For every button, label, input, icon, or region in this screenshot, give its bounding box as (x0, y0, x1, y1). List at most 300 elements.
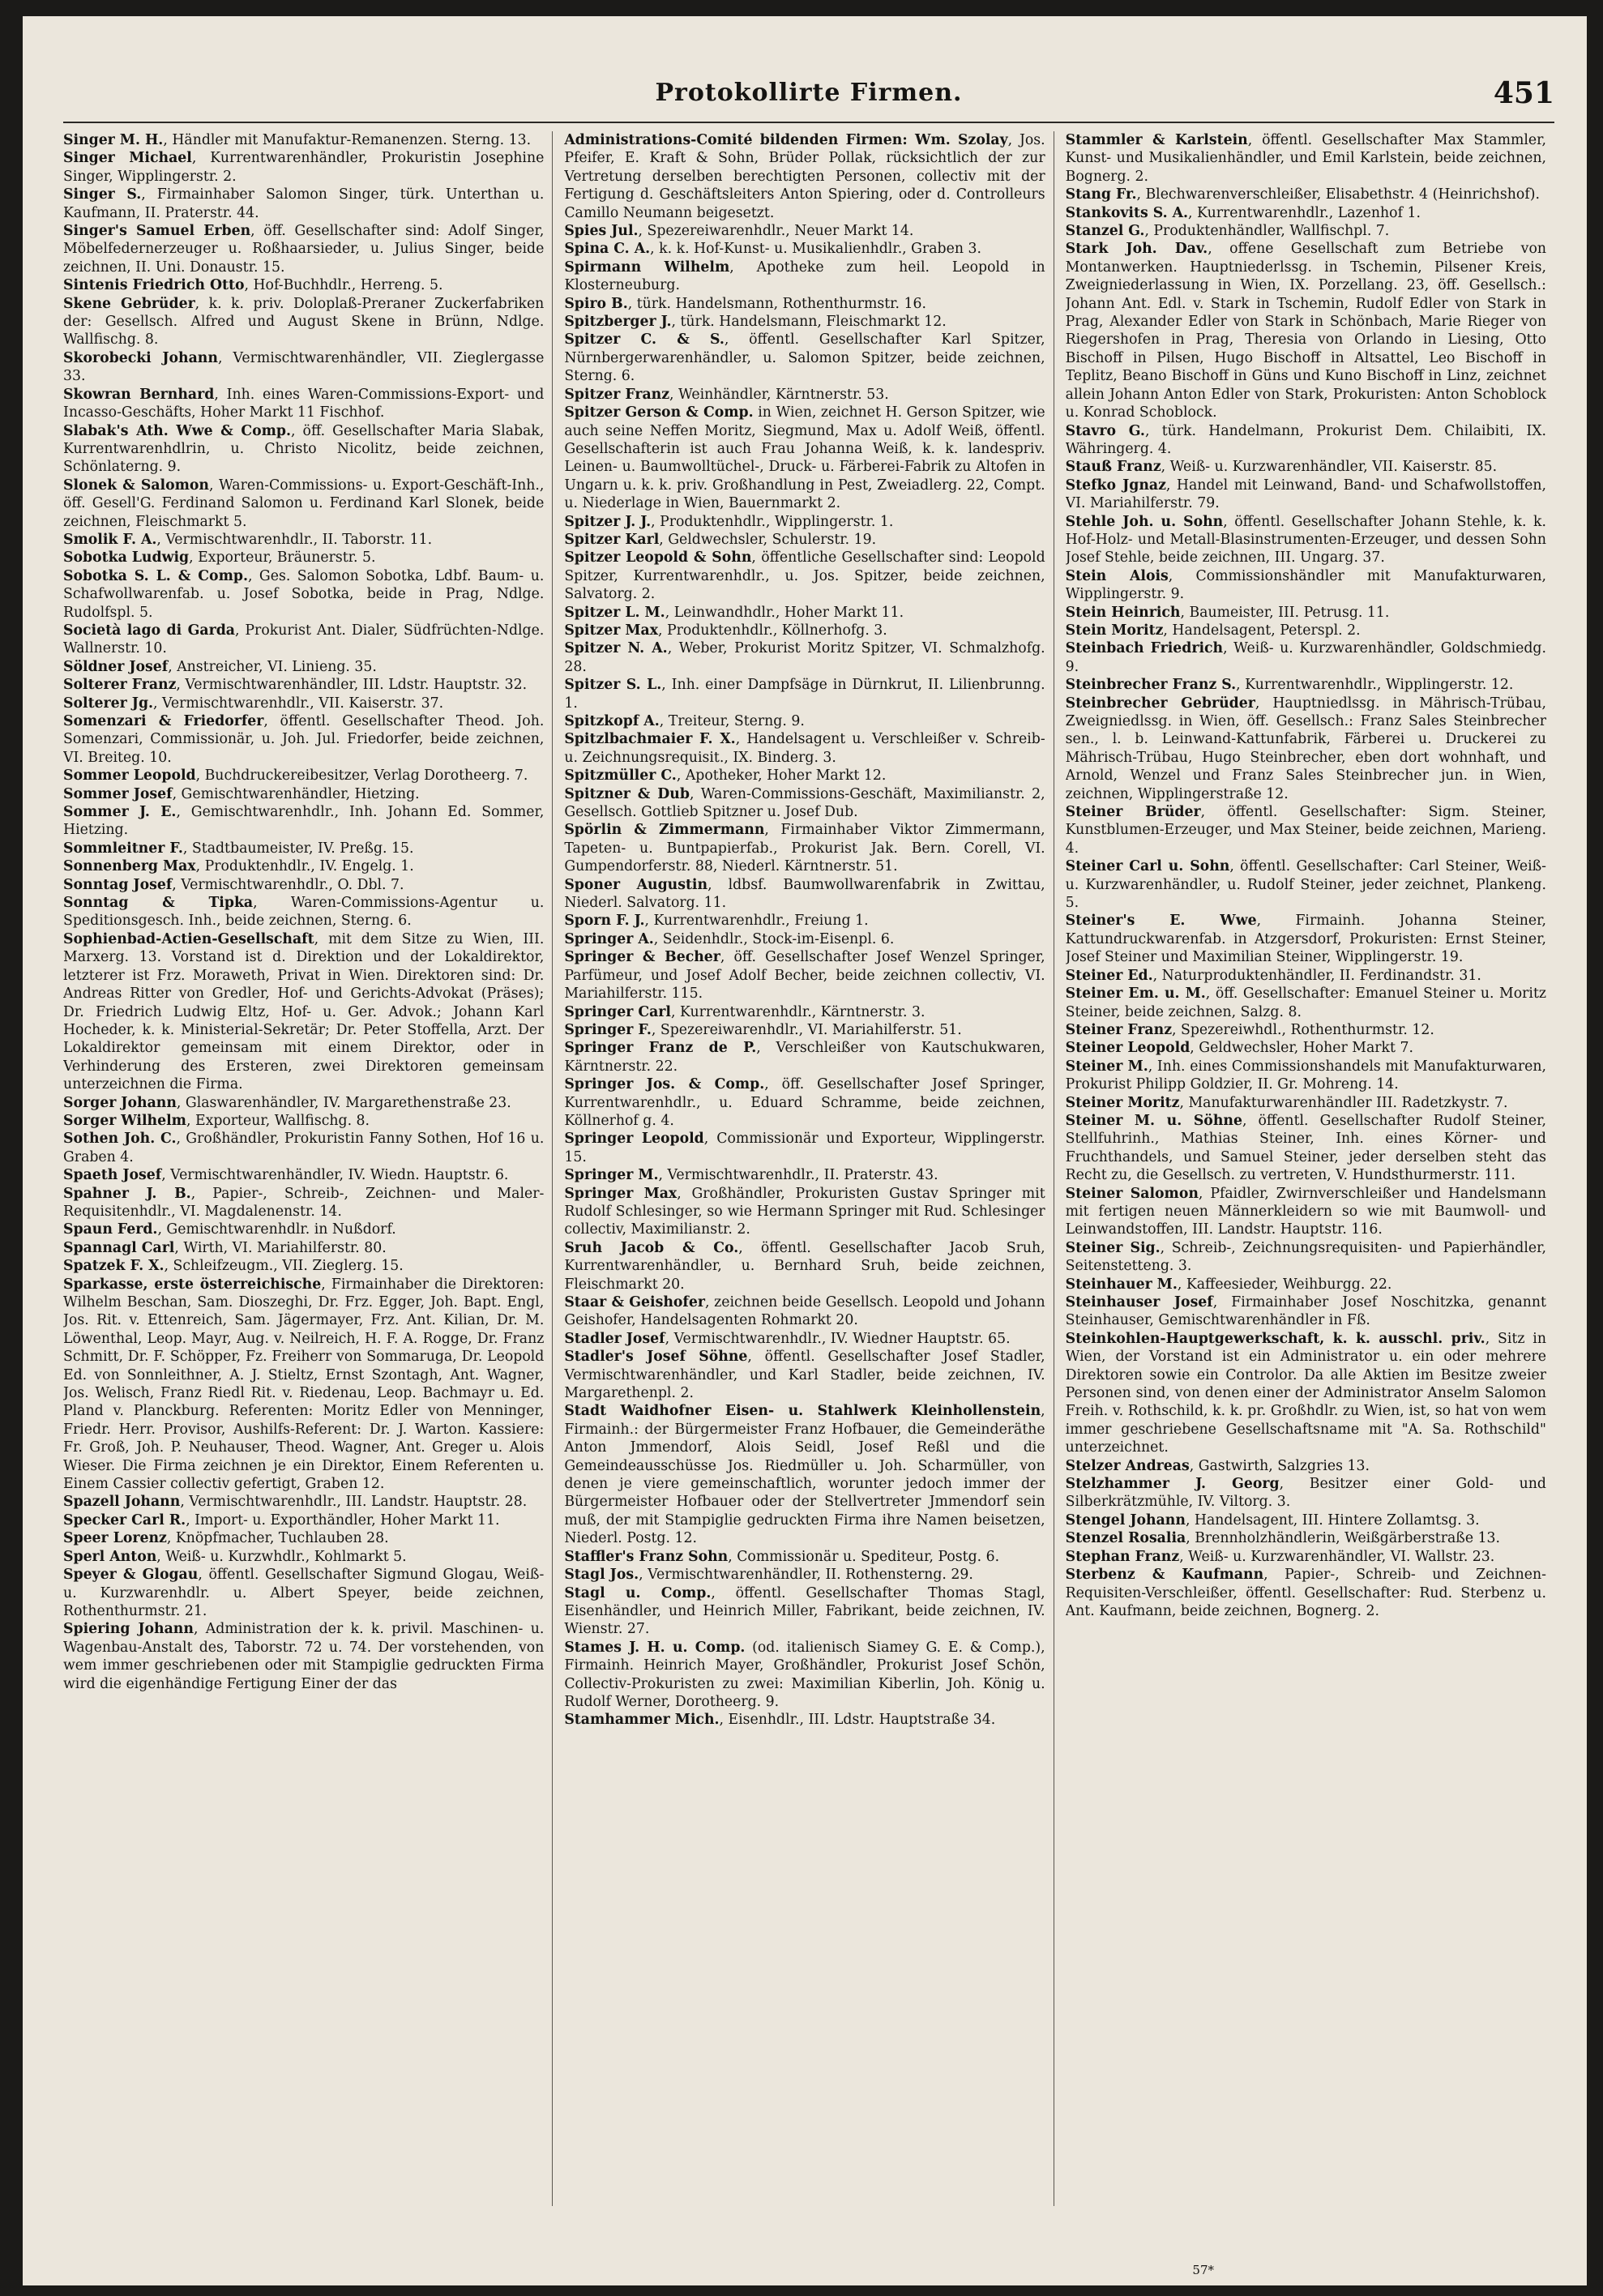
firm-name: Spina C. A. (564, 241, 651, 258)
firm-details: , Sitz in Wien, der Vorstand ist ein Administrator u. ein oder mehrere Direktoren sowie ein Controlor. Da alle Aktien im Besitze zweier Personen sind, von denen einer der Administrator Anselm Salomon Freih. v. Rothschild, k. k. pr. Großhdlr. zu Wien, ist, so hat von wem immer geschriebene Gesellschaftsname mit "A. Sa. Rothschild" unterzeichnet. (1065, 1330, 1546, 1456)
firm-name: Stadler Josef (564, 1330, 665, 1347)
firm-details: , öffentl. Gesellschafter Sigmund Glogau, Weiß- u. Kurzwarenhdlr. u. Albert Speyer, beide zeichnen, Rothenthurmstr. 21. (63, 1567, 545, 1619)
firm-entry (564, 1166, 1045, 1184)
firm-name: Steiner Brüder (1065, 804, 1201, 821)
firm-name: Slabak's Ath. Wwe & Comp. (63, 422, 292, 439)
firm-details: , Seidenhdlr., Stock-im-Eisenpl. 6. (653, 930, 895, 947)
firm-name: Springer M. (564, 1167, 659, 1184)
firm-entry (63, 386, 544, 422)
firm-name: Springer F. (564, 1021, 652, 1038)
firm-details: , Kurrentwarenhdlr., Kärntnerstr. 3. (670, 1003, 925, 1020)
firm-entry (63, 785, 544, 803)
firm-details: , k. k. priv. Doloplaß-Preraner Zuckerfabriken der: Gesellsch. Alfred und August Skene in Brünn, Ndlge. Wallfischg. 8. (63, 295, 545, 348)
firm-name: Specker Carl R. (63, 1511, 186, 1529)
firm-entry (1066, 240, 1546, 421)
firm-name: Steiner Carl u. Sohn (1065, 858, 1230, 875)
firm-details: , Geldwechsler, Hoher Markt 7. (1190, 1040, 1413, 1057)
firm-name: Spitzkopf A. (564, 713, 660, 729)
firm-details: , Firmainhaber Josef Noschitzka, genannt Steinhauser, Gemischtwarenhändler in Fß. (1065, 1294, 1546, 1329)
firm-entry (564, 1711, 1045, 1729)
firm-name: Skene Gebrüder (63, 295, 195, 312)
firm-entry (564, 313, 1045, 331)
firm-name: Singer's Samuel Erben (63, 223, 251, 240)
firm-name: Spitzlbachmaier F. X. (564, 731, 736, 748)
firm-entry (564, 295, 1045, 313)
firm-details: , Handelsagent, Peterspl. 2. (1163, 622, 1361, 639)
firm-entry (1066, 857, 1546, 912)
firm-name: Stagl u. Comp. (564, 1584, 712, 1601)
page-title: Protokollirte Firmen. (655, 79, 963, 107)
firm-entry (63, 1493, 544, 1511)
firm-details: , Weiß- u. Kurzwhdlr., Kohlmarkt 5. (156, 1548, 407, 1565)
firm-name: Spies Jul. (564, 223, 639, 240)
firm-entry (63, 1257, 544, 1275)
firm-entry (1066, 513, 1546, 567)
firm-entry (63, 1239, 544, 1257)
firm-name: Steiner Moritz (1065, 1094, 1180, 1111)
firm-details: , öffentl. Gesellschafter Johann Stehle, k. k. Hof-Holz- und Metall-Blasinstrumenten-Erzeuger, und dessen Sohn Josef Stehle, beide zeichnen, III. Ungarg. 37. (1065, 513, 1546, 567)
column-middle (564, 131, 1054, 2206)
firm-entry (1066, 1039, 1546, 1057)
firm-details: , Brennholzhändlerin, Weißgärberstraße 13. (1186, 1530, 1501, 1547)
firm-name: Stammler & Karlstein (1065, 132, 1248, 148)
firm-entry (564, 639, 1045, 676)
firm-name: Singer M. H. (63, 132, 164, 148)
firm-details: , Import- u. Exporthändler, Hoher Markt 11. (186, 1511, 500, 1529)
firm-name: Stenzel Rosalia (1065, 1530, 1186, 1547)
firm-entry (564, 876, 1045, 913)
firm-entry (1066, 803, 1546, 857)
firm-name: Stengel Johann (1065, 1511, 1186, 1529)
firm-name: Spaeth Josef (63, 1167, 162, 1184)
firm-details: , Gemischtwarenhdlr., Inh. Johann Ed. Sommer, Hietzing. (63, 804, 545, 839)
firm-entry (1066, 1566, 1546, 1620)
firm-name: Steiner Franz (1065, 1021, 1173, 1038)
firm-name: Steinhauser Josef (1065, 1294, 1213, 1310)
firm-entry (564, 1330, 1045, 1348)
firm-details: , Weiß- u. Kurzwarenhändler, VI. Wallstr. 23. (1179, 1548, 1495, 1565)
firm-entry (1066, 1112, 1546, 1185)
firm-details: , Manufakturwarenhändler III. Radetzkystr. 7. (1179, 1094, 1508, 1111)
firm-name: Spitzer N. A. (564, 640, 668, 657)
firm-entry (1066, 622, 1546, 639)
firm-entry (564, 730, 1045, 767)
firm-details: , ldbsf. Baumwollwarenfabrik in Zwittau, Niederl. Salvatorg. 11. (564, 876, 1045, 912)
firm-details: , Stadtbaumeister, IV. Preßg. 15. (182, 840, 414, 857)
firm-entry (564, 240, 1045, 258)
firm-name: Steinbrecher Gebrüder (1065, 695, 1255, 712)
firm-name: Springer & Becher (564, 949, 720, 966)
firm-details: , Vermischtwarenhdlr., O. Dbl. 7. (172, 876, 404, 893)
firm-name: Speyer & Glogau (63, 1567, 199, 1584)
firm-details: , öffentliche Gesellschafter sind: Leopold Spitzer, Kurrentwarenhdlr., u. Jos. Spitzer, beide zeichnen, Salvatorg. 2. (564, 549, 1045, 603)
firm-details: , Spezereiwhdl., Rothenthurmstr. 12. (1172, 1021, 1434, 1038)
firm-details: , Wirth, VI. Mariahilferstr. 80. (174, 1239, 387, 1256)
firm-name: Stadler's Josef Söhne (564, 1349, 748, 1366)
firm-details: , Buchdruckereibesitzer, Verlag Dorotheerg. 7. (195, 767, 528, 785)
firm-details: , öffentl. Gesellschafter Jacob Sruh, Kurrentwarenhändler, u. Bernhard Sruh, beide zeichnen, Fleischmarkt 20. (564, 1239, 1045, 1293)
firm-details: , Firmainhaber die Direktoren: Wilhelm Beschan, Sam. Dioszeghi, Dr. Frz. Egger, Joh. Bapt. Engl, Jos. Rit. v. Ettenreich, Sam. Jägermayer, Frz. Ant. Kilian, Dr. M. Löwenthal, Leop. Mayr, Aug. v. Neilreich, H. F. A. Rogge, Dr. Franz Schmitt, Dr. F. Schöpper, Fz. Freiherr von Sommaruga, Dr. Leopold Ed. von Sonnleithner, A. J. Stieltz, Ernst Szontagh, Ant. Wagner, Jos. Welisch, Franz Riedl Rit. v. Riedenau, Leop. Bachmayr u. Ed. Pland v. Planckburg. Referenten: Moritz Edler von Menninger, Friedr. Herr. Provisor, Aushilfs-Referent: Dr. J. Warton. Kassiere: Fr. Groß, Joh. P. Neuhauser, Theod. Wagner, Ant. Greger u. Alois Wieser. Die Firma zeichnen je ein Direktor, Einem Referenten u. Einem Cassier collectiv gefertigt, Graben 12. (63, 1276, 545, 1493)
firm-entry (63, 894, 544, 930)
firm-entry (63, 1566, 544, 1620)
firm-entry (63, 149, 544, 186)
firm-name: Spaun Ferd. (63, 1221, 158, 1238)
firm-entry (1066, 131, 1546, 186)
firm-details: , Hauptniedlssg. in Mährisch-Trübau, Zweigniedlssg. in Wien, öff. Gesellsch.: Franz Sales Steinbrecher sen., l. b. Leinwand-Kattunfabrik, Färberei u. Druckerei zu Mährisch-Trübau, Hugo Steinbrecher, eben dort wohnhaft, und Arnold, Wenzel und Franz Sales Steinbrecher jun. in Wien, zeichnen, Wipplingerstraße 12. (1065, 695, 1546, 802)
firm-name: Spitzer Gerson & Comp. (564, 404, 754, 421)
firm-name: Staar & Geishofer (564, 1294, 705, 1310)
firm-name: Somenzari & Friedorfer (63, 713, 264, 729)
firm-name: Stehle Joh. u. Sohn (1065, 513, 1224, 530)
firm-details: , Vermischtwarenhdlr., VII. Kaiserstr. 37. (153, 695, 444, 712)
firm-entry (63, 1112, 544, 1130)
firm-name: Spitzmüller C. (564, 767, 677, 785)
firm-entry (564, 821, 1045, 875)
firm-entry (564, 622, 1045, 639)
firm-name: Solterer Franz (63, 677, 177, 694)
firm-entry (63, 1221, 544, 1238)
firm-entry (564, 1039, 1045, 1075)
firm-details: , Waren-Commissions-Agentur u. Speditionsgesch. Inh., beide zeichnen, Sterng. 6. (63, 895, 545, 930)
firm-details: , öff. Gesellschafter Josef Springer, Kurrentwarenhdlr., u. Eduard Schramme, beide zeichnen, Köllnerhof g. 4. (564, 1076, 1045, 1129)
firm-details: , öff. Gesellschafter Maria Slabak, Kurrentwarenhdlrin, u. Christo Nicolitz, beide zeichnen, Schönlaterng. 9. (63, 422, 545, 476)
firm-entry (63, 840, 544, 857)
firm-entry (63, 1130, 544, 1166)
firm-name: Stelzer Andreas (1065, 1457, 1190, 1474)
firm-entry (564, 712, 1045, 730)
firm-entry (63, 1166, 544, 1184)
firm-details: , Vermischtwarenhdlr., II. Taborstr. 11. (156, 531, 433, 548)
firm-name: Spitzer Max (564, 622, 658, 639)
firm-entry (1066, 204, 1546, 222)
firm-details: , Papier-, Schreib- und Zeichnen-Requisiten-Verschleißer, öffentl. Gesellschafter: Rud. Sterbenz u. Ant. Kaufmann, beide zeichnen, Bognerg. 2. (1065, 1567, 1546, 1619)
firm-details: , Gastwirth, Salzgries 13. (1189, 1457, 1370, 1474)
firm-details: , Exporteur, Bräunerstr. 5. (189, 549, 376, 567)
firm-details: , Schreib-, Zeichnungsrequisiten- und Papierhändler, Seitenstetteng. 3. (1065, 1239, 1546, 1275)
firm-name: Sommer J. E. (63, 804, 177, 821)
firm-details: , Papier-, Schreib-, Zeichnen- und Maler-Requisitenhdlr., VI. Magdalenenstr. 14. (63, 1185, 545, 1220)
firm-name: Söldner Josef (63, 658, 169, 675)
firm-details: , Händler mit Manufaktur-Remanenzen. Sterng. 13. (163, 132, 532, 148)
firm-name: Springer Jos. & Comp. (564, 1076, 765, 1093)
firm-details: , öffentl. Gesellschafter Karl Spitzer, Nürnbergerwarenhändler, u. Salomon Spitzer, beide zeichnen, Sterng. 6. (564, 331, 1045, 385)
firm-name: Sponer Augustin (564, 876, 708, 893)
firm-entry (564, 1239, 1045, 1293)
firm-name: Speer Lorenz (63, 1530, 167, 1547)
firm-name: Steiner Salomon (1065, 1185, 1199, 1202)
firm-details: , öffentl. Gesellschafter Max Stammler, Kunst- und Musikalienhändler, und Emil Karlstein, beide zeichnen, Bognerg. 2. (1065, 132, 1546, 185)
firm-entry (564, 1003, 1045, 1021)
firm-name: Sperl Anton (63, 1548, 157, 1565)
firm-entry (1066, 604, 1546, 622)
firm-name: Stephan Franz (1065, 1548, 1180, 1565)
firm-entry (564, 1130, 1045, 1166)
firm-entry (1066, 639, 1546, 676)
firm-entry (564, 1584, 1045, 1639)
firm-name: Steiner M. (1065, 1058, 1148, 1075)
firm-name: Springer Franz de P. (564, 1040, 757, 1057)
firm-details: , öffentl. Gesellschafter Theod. Joh. Somenzari, Commissionär, u. Joh. Jul. Friedorfer, beide zeichnen, VI. Breiteg. 10. (63, 713, 545, 766)
firm-entry (63, 767, 544, 785)
firm-name: Solterer Jg. (63, 695, 154, 712)
firm-entry (63, 876, 544, 894)
firm-details: , Commissionär u. Spediteur, Postg. 6. (728, 1548, 1000, 1565)
firm-name: Sonntag Josef (63, 876, 173, 893)
firm-details: , Hof-Buchhdlr., Herreng. 5. (244, 277, 443, 294)
firm-entry (564, 930, 1045, 948)
column-left (63, 131, 553, 2206)
firm-name: Steiner Ed. (1065, 967, 1153, 984)
firm-entry (1066, 985, 1546, 1021)
firm-name: Sothen Joh. C. (63, 1131, 177, 1148)
firm-details: , Handelsagent u. Verschleißer v. Schreib- u. Zeichnungsrequisit., IX. Binderg. 3. (564, 731, 1045, 766)
firm-name: Steinhauer M. (1065, 1276, 1178, 1293)
firm-name: Sophienbad-Actien-Gesellschaft (63, 930, 314, 947)
firm-name: Skorobecki Johann (63, 349, 218, 366)
firm-name: Stavro G. (1065, 422, 1145, 439)
firm-name: Sobotka Ludwig (63, 549, 190, 567)
firm-details: , mit dem Sitze zu Wien, III. Marxerg. 13. Vorstand ist d. Direktion und der Lokaldirektor, letzterer ist Frz. Moraweth, Privat in Wien. Direktoren sind: Dr. Andreas Ritter von Gredler, Hof- und Gerichts-Advokat (Präses); Dr. Friedrich Ludwig Eltz, Hof- u. Ger. Advok.; Johann Karl Hocheder, k. k. Ministerial-Sekretär; Dr. Peter Stoffella, Arzt. Der Lokaldirektor gemeinsam mit einem Direktor, oder in Verhinderung des Ersteren, zwei Direktoren gemeinsam unterzeichnen die Firma. (63, 930, 545, 1093)
firm-details: , Vermischtwarenhändler, IV. Wiedn. Hauptstr. 6. (161, 1167, 509, 1184)
firm-name: Singer S. (63, 186, 142, 203)
firm-entry (1066, 912, 1546, 966)
firm-name: Stein Alois (1065, 567, 1169, 584)
firm-details: , Prokurist Ant. Dialer, Südfrüchten-Ndlge. Wallnerstr. 10. (63, 622, 545, 657)
firm-name: Spitzner & Dub (564, 785, 690, 802)
firm-entry (63, 857, 544, 875)
firm-name: Spitzer L. M. (564, 604, 665, 621)
firm-details: , türk. Handelsmann, Rothenthurmstr. 16. (627, 295, 926, 312)
firm-details: , Glaswarenhändler, IV. Margarethenstraße 23. (176, 1094, 511, 1111)
firm-name: Spitzer Karl (564, 531, 660, 548)
firm-name: Spörlin & Zimmermann (564, 822, 765, 839)
firm-details: , Baumeister, III. Petrusg. 11. (1180, 604, 1390, 621)
firm-entry (564, 531, 1045, 549)
firm-entry (63, 1185, 544, 1221)
firm-name: Spahner J. B. (63, 1185, 191, 1202)
firm-details: , Leinwandhdlr., Hoher Markt 11. (665, 604, 904, 621)
firm-name: Steinbrecher Franz S. (1065, 677, 1237, 694)
firm-entry (63, 477, 544, 531)
firm-name: Spiering Johann (63, 1621, 194, 1638)
firm-entry (63, 1511, 544, 1529)
firm-entry (564, 1548, 1045, 1566)
firm-entry (63, 1529, 544, 1547)
firm-name: Stark Joh. Dav. (1065, 241, 1208, 258)
firm-entry (1066, 1293, 1546, 1330)
firm-details: , Exporteur, Wallfischg. 8. (186, 1112, 370, 1129)
firm-name: Steiner's E. Wwe (1065, 913, 1257, 930)
firm-details: , Produktenhdlr., Wipplingerstr. 1. (651, 513, 894, 530)
firm-entry (63, 1276, 544, 1494)
firm-details: , Großhändler, Prokuristen Gustav Springer mit Rudolf Schlesinger, so wie Hermann Springer mit Rud. Schlesinger collectiv, Maximilianstr. 2. (564, 1185, 1045, 1238)
firm-details: , Firmainh. Johanna Steiner, Kattundruckwarenfab. in Atzgersdorf, Prokuristen: Ernst Steiner, Josef Steiner und Maximilian Steiner, Wipplingerstr. 19. (1065, 913, 1546, 966)
firm-entry (564, 549, 1045, 603)
firm-entry (564, 1566, 1045, 1584)
firm-entry (63, 658, 544, 676)
firm-entry (1066, 222, 1546, 240)
firm-details: , zeichnen beide Gesellsch. Leopold und Johann Geishofer, Handelsagenten Rohmarkt 20. (564, 1294, 1045, 1329)
firm-details: , Naturproduktenhändler, II. Ferdinandstr. 31. (1152, 967, 1481, 984)
firm-name: Sintenis Friedrich Otto (63, 277, 245, 294)
firm-name: Skowran Bernhard (63, 386, 215, 403)
firm-name: Steinkohlen-Hauptgewerkschaft, k. k. ausschl. priv. (1065, 1330, 1485, 1347)
firm-details: , öffentl. Gesellschafter Rudolf Steiner, Stellfuhrinh., Mathias Steiner, Inh. eines Körner- und Fruchthandels, und Samuel Steiner, jeder derselben steht das Recht zu, die Gesellsch. zu vertreten, V. Hundsthurmerstr. 111. (1065, 1112, 1546, 1184)
firm-entry (1066, 1094, 1546, 1112)
firm-entry (564, 1185, 1045, 1239)
firm-entry (564, 386, 1045, 404)
firm-entry (564, 785, 1045, 822)
firm-details: , öffentl. Gesellschafter Thomas Stagl, Eisenhändler, und Heinrich Miller, Fabrikant, beide zeichnen, IV. Wienstr. 27. (564, 1584, 1045, 1638)
firm-details: , Apotheke zum heil. Leopold in Klosterneuburg. (564, 259, 1045, 294)
firm-name: Sorger Wilhelm (63, 1112, 186, 1129)
sheet-signature: 57* (1192, 2263, 1214, 2277)
firm-entry (63, 186, 544, 222)
firm-details: , Produktenhdlr., IV. Engelg. 1. (195, 858, 414, 875)
firm-details: , öffentl. Gesellschafter: Carl Steiner, Weiß- u. Kurzwarenhändler, u. Rudolf Steiner, jeder zeichnet, Plankeng. 5. (1065, 858, 1546, 912)
firm-name: Smolik F. A. (63, 531, 157, 548)
firm-entry (1066, 1457, 1546, 1475)
firm-entry (564, 1021, 1045, 1039)
firm-entry (63, 695, 544, 712)
firm-name: Administrations-Comité bildenden Firmen: Wm. Szolay (564, 132, 1008, 148)
firm-name: Sparkasse, erste österreichische (63, 1276, 322, 1293)
firm-entry (63, 276, 544, 294)
firm-details: , Schleifzeugm., VII. Zieglerg. 15. (164, 1258, 404, 1275)
firm-name: Steiner Em. u. M. (1065, 986, 1206, 1003)
firm-entry (564, 513, 1045, 531)
firm-details: , Firmainh.: der Bürgermeister Franz Hofbauer, die Gemeinderäthe Anton Jmmendorf, Alois Seidl, Josef Reßl und die Gemeindeausschüsse Jos. Riedmüller u. Joh. Scharmüller, von denen je viere gemeinschaftlich, worunter jedoch immer der Bürgermeister Hofbauer oder der Stellvertreter Jmmendorf sein muß, der mit Stampiglie gedruckten Firma ihre Namen beisetzen, Niederl. Postg. 12. (564, 1403, 1045, 1547)
firm-name: Steinbach Friedrich (1065, 640, 1224, 657)
firm-entry (564, 404, 1045, 512)
firm-entry (63, 549, 544, 567)
firm-name: Stelzhammer J. Georg (1065, 1476, 1280, 1493)
firm-entry (564, 604, 1045, 622)
firm-details: , Anstreicher, VI. Linieng. 35. (168, 658, 377, 675)
firm-name: Stanzel G. (1065, 223, 1145, 240)
firm-name: Sonntag & Tipka (63, 895, 254, 912)
firm-entry (1066, 1330, 1546, 1457)
firm-name: Stagl Jos. (564, 1567, 639, 1584)
firm-details: , k. k. Hof-Kunst- u. Musikalienhdlr., Graben 3. (650, 241, 981, 258)
firm-entry (63, 930, 544, 1094)
firm-name: Sorger Johann (63, 1094, 177, 1111)
firm-name: Spatzek F. X. (63, 1258, 165, 1275)
firm-name: Stefko Jgnaz (1065, 477, 1166, 494)
firm-details: , öffentl. Gesellschafter Josef Stadler, Vermischtwarenhändler, und Karl Stadler, beide zeichnen, IV. Margarethenpl. 2. (564, 1349, 1045, 1402)
firm-name: Spirmann Wilhelm (564, 259, 730, 276)
firm-name: Spitzer C. & S. (564, 331, 725, 348)
firm-entry (564, 222, 1045, 240)
firm-entry (1066, 1058, 1546, 1094)
firm-name: Sommer Leopold (63, 767, 196, 785)
firm-details: , Blechwarenverschleißer, Elisabethstr. 4 (Heinrichshof). (1136, 186, 1540, 203)
firm-details: , Produktenhdlr., Köllnerhofg. 3. (658, 622, 887, 639)
firm-details: in Wien, zeichnet H. Gerson Spitzer, wie auch seine Neffen Moritz, Siegmund, Max u. Adolf Weiß, öffentl. Gesellschafterin ist auch Frau Johanna Weiß, k. k. landespriv. Leinen- u. Baumwolltüchel-, Druck- u. Färberei-Fabrik zu Altofen in Ungarn u. k. k. priv. Großhandlung in Pest, Zweiadlerg. 22, Compt. u. Niederlage in Wien, Bauernmarkt 2. (564, 404, 1045, 512)
firm-details: , Waren-Commissions- u. Export-Geschäft-Inh., öff. Gesell'G. Ferdinand Salomon u. Ferdinand Karl Slonek, beide zeichnen, Fleischmarkt 5. (63, 477, 545, 530)
firm-name: Sommer Josef (63, 785, 173, 802)
firm-name: Stein Moritz (1065, 622, 1164, 639)
firm-details: , öff. Gesellschafter sind: Adolf Singer, Möbelfedernerzeuger u. Roßhaarsieder, u. Julius Singer, beide zeichnen, II. Uni. Donaustr. 15. (63, 223, 545, 276)
firm-details: , türk. Handelsmann, Fleischmarkt 12. (671, 314, 947, 331)
firm-entry (63, 803, 544, 840)
firm-entry (564, 1293, 1045, 1330)
firm-details: , türk. Handelmann, Prokurist Dem. Chilaibiti, IX. Währingerg. 4. (1065, 422, 1546, 457)
firm-details: , Geldwechsler, Schulerstr. 19. (659, 531, 877, 548)
firm-entry (564, 676, 1045, 712)
firm-entry (63, 1620, 544, 1693)
firm-entry (564, 259, 1045, 295)
firm-name: Società lago di Garda (63, 622, 235, 639)
firm-entry (63, 1548, 544, 1566)
firm-details: , Kaffeesieder, Weihburgg. 22. (1177, 1276, 1392, 1293)
firm-details: , Waren-Commissions-Geschäft, Maximilianstr. 2, Gesellsch. Gottlieb Spitzner u. Josef Dub. (564, 785, 1045, 821)
firm-details: , Ges. Salomon Sobotka, Ldbf. Baum- u. Schafwollwarenfab. u. Josef Sobotka, beide in Prag, Ndlge. Rudolfspl. 5. (63, 567, 545, 621)
firm-details: , Weiß- u. Kurzwarenhändler, VII. Kaiserstr. 85. (1161, 459, 1498, 476)
firm-entry (1066, 186, 1546, 203)
firm-details: , Firmainhaber Viktor Zimmermann, Tapeten- u. Buntpapierfab., Prokurist Jak. Bern. Corell, VI. Gumpendorferstr. 88, Niederl. Kärntnerstr. 51. (564, 822, 1045, 875)
firm-entry (564, 912, 1045, 930)
firm-name: Stamhammer Mich. (564, 1712, 720, 1729)
firm-entry (1066, 1276, 1546, 1293)
firm-details: , Commissionshändler mit Manufakturwaren, Wipplingerstr. 9. (1065, 567, 1546, 603)
firm-name: Sterbenz & Kaufmann (1065, 1567, 1264, 1584)
firm-details: , Inh. eines Waren-Commissions-Export- und Incasso-Geschäfts, Hoher Markt 11 Fischhof. (63, 386, 545, 421)
firm-entry (63, 622, 544, 658)
firm-name: Steiner Sig. (1065, 1239, 1161, 1256)
firm-entry (1066, 967, 1546, 985)
firm-entry (63, 349, 544, 386)
firm-entry (1066, 567, 1546, 604)
firm-name: Springer Carl (564, 1003, 671, 1020)
firm-details: , öffentl. Gesellschafter: Sigm. Steiner, Kunstblumen-Erzeuger, und Max Steiner, beide zeichnen, Marieng. 4. (1065, 804, 1546, 857)
firm-name: Spitzer Leopold & Sohn (564, 549, 752, 567)
firm-name: Stadt Waidhofner Eisen- u. Stahlwerk Kleinhollenstein (564, 1403, 1041, 1420)
firm-details: , Eisenhdlr., III. Ldstr. Hauptstraße 34. (719, 1712, 996, 1729)
firm-details: , Vermischtwarenhdlr., II. Praterstr. 43. (658, 1167, 938, 1184)
firm-name: Spitzer S. L. (564, 677, 662, 694)
firm-entry (1066, 695, 1546, 803)
firm-entry (63, 222, 544, 276)
firm-name: Stauß Franz (1065, 459, 1161, 476)
column-right (1066, 131, 1554, 2206)
firm-name: Sporn F. J. (564, 913, 645, 930)
firm-details: , Commissionär und Exporteur, Wipplingerstr. 15. (564, 1131, 1045, 1165)
firm-entry (1066, 1529, 1546, 1547)
firm-entry (564, 948, 1045, 1003)
firm-details: , Treiteur, Sterng. 9. (659, 713, 805, 729)
firm-entry (1066, 1511, 1546, 1529)
firm-name: Spitzer J. J. (564, 513, 652, 530)
firm-details: , Kurrentwarenhdlr., Wipplingerstr. 12. (1236, 677, 1514, 694)
firm-details: , Firmainhaber Salomon Singer, türk. Unterthan u. Kaufmann, II. Praterstr. 44. (63, 186, 545, 221)
firm-details: , offene Gesellschaft zum Betriebe von Montanwerken. Hauptniederlssg. in Tschemin, Pilsener Kreis, Zweigniederlassung in Wien, IX. Porzellang. 23, öff. Gesellsch.: Johann Ant. Edl. v. Stark in Tschemin, Rudolf Edler von Stark in Prag, Alexander Edler von Stark in Schönbach, Marie Rieger von Riegershofen in Prag, Theresia von Orlando in Liesing, Otto Bischoff in Pilsen, Hugo Bischoff in Altsattel, Leo Bischoff in Teplitz, Beano Bischoff in Güns und Kuno Bischoff in Linz, zeichnet allein Johann Anton Edler von Stark, Prokuristen: Anton Schoblock u. Konrad Schoblock. (1065, 241, 1546, 421)
firm-entry (63, 131, 544, 149)
firm-name: Stein Heinrich (1065, 604, 1181, 621)
firm-entry (564, 1348, 1045, 1402)
firm-entry (63, 422, 544, 477)
firm-details: , Handelsagent, III. Hintere Zollamtsg. 3. (1185, 1511, 1480, 1529)
firm-details: , öff. Gesellschafter: Emanuel Steiner u. Moritz Steiner, beide zeichnen, Salzg. 8. (1065, 986, 1546, 1020)
firm-name: Spitzer Franz (564, 386, 670, 403)
firm-entry (1066, 477, 1546, 513)
firm-details: , Kurrentwarenhdlr., Lazenhof 1. (1188, 204, 1421, 221)
firm-entry (63, 531, 544, 549)
firm-entry (564, 1639, 1045, 1712)
firm-details: , Vermischtwarenhändler, II. Rothensterng. 29. (639, 1567, 973, 1584)
firm-details: , öff. Gesellschafter Josef Wenzel Springer, Parfümeur, und Josef Adolf Becher, beide zeichnen collectiv, VI. Mariahilferstr. 115. (564, 949, 1045, 1003)
firm-details: , Handel mit Leinwand, Band- und Schafwollstoffen, VI. Mariahilferstr. 79. (1065, 477, 1546, 512)
